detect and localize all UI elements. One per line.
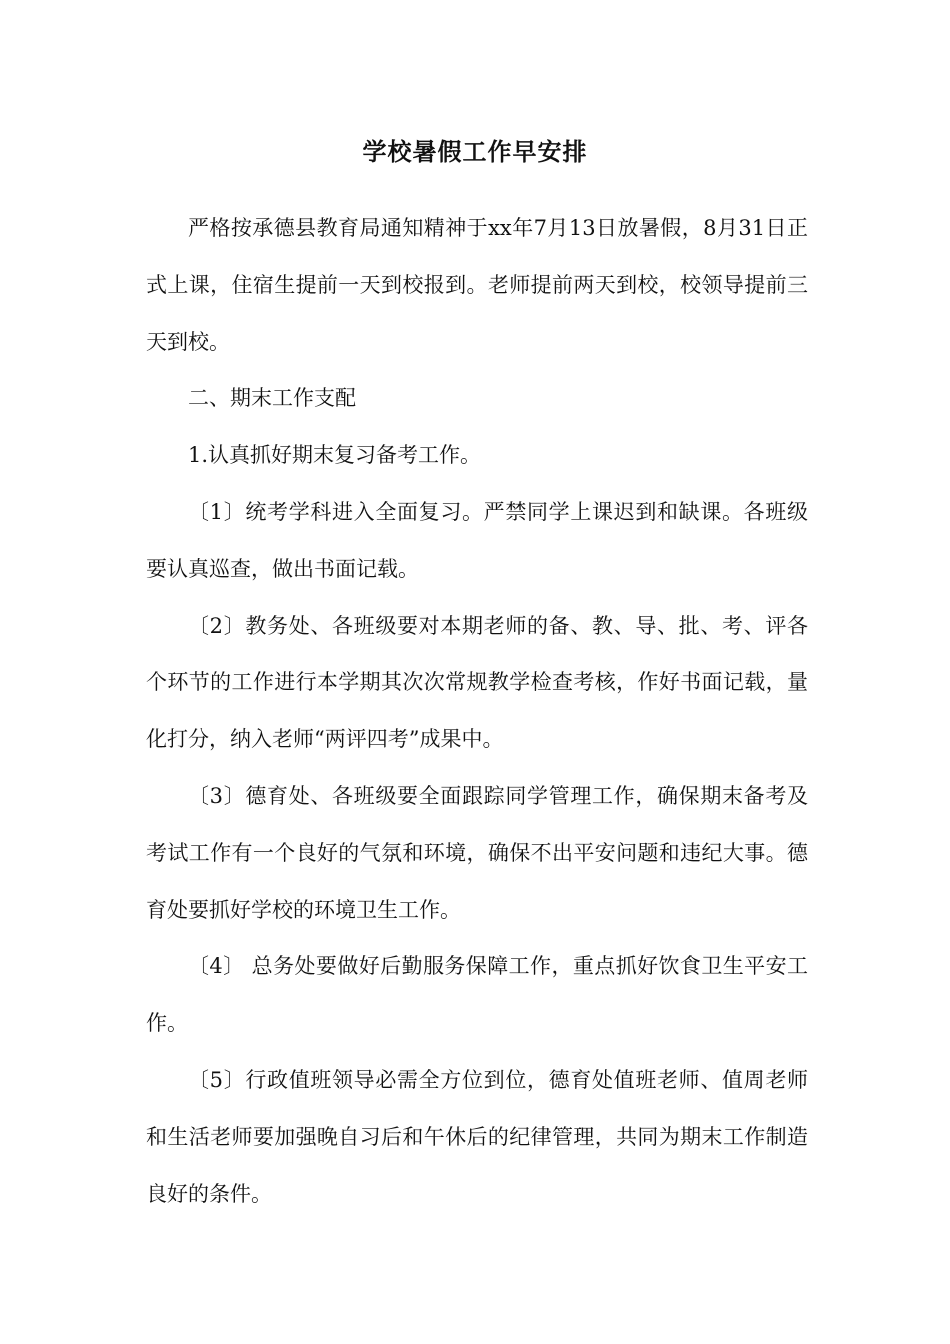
sub-item-1: 〔1〕统考学科进入全面复习。严禁同学上课迟到和缺课。各班级要认真巡查，做出书面记载。 (146, 499, 808, 581)
sub-item-3: 〔3〕德育处、各班级要全面跟踪同学管理工作，确保期末备考及考试工作有一个良好的气氛和环境，确保不出平安问题和违纪大事。德育处要抓好学校的环境卫生工作。 (146, 783, 808, 922)
sub-item-4: 〔4〕 总务处要做好后勤服务保障工作，重点抓好饮食卫生平安工作。 (146, 954, 808, 1036)
sub-item-5: 〔5〕行政值班领导必需全方位到位，德育处值班老师、值周老师和生活老师要加强晚自习后和午休后的纪律管理，共同为期末工作制造良好的条件。 (146, 1067, 808, 1206)
document-body (146, 200, 808, 1222)
section-heading-term-end-work: 二、期末工作支配 (188, 386, 356, 411)
document-title: 学校暑假工作早安排 (362, 137, 588, 166)
list-item-exam-review: 1.认真抓好期末复习备考工作。 (188, 443, 482, 468)
sub-item-2: 〔2〕教务处、各班级要对本期老师的备、教、导、批、考、评各个环节的工作进行本学期其次次常规教学检查考核，作好书面记载，量化打分，纳入老师“两评四考”成果中。 (146, 613, 808, 752)
paragraph-school-schedule: 严格按承德县教育局通知精神于xx年7月13日放暑假，8月31日正式上课，住宿生提前一天到校报到。老师提前两天到校，校领导提前三天到校。 (146, 216, 808, 354)
